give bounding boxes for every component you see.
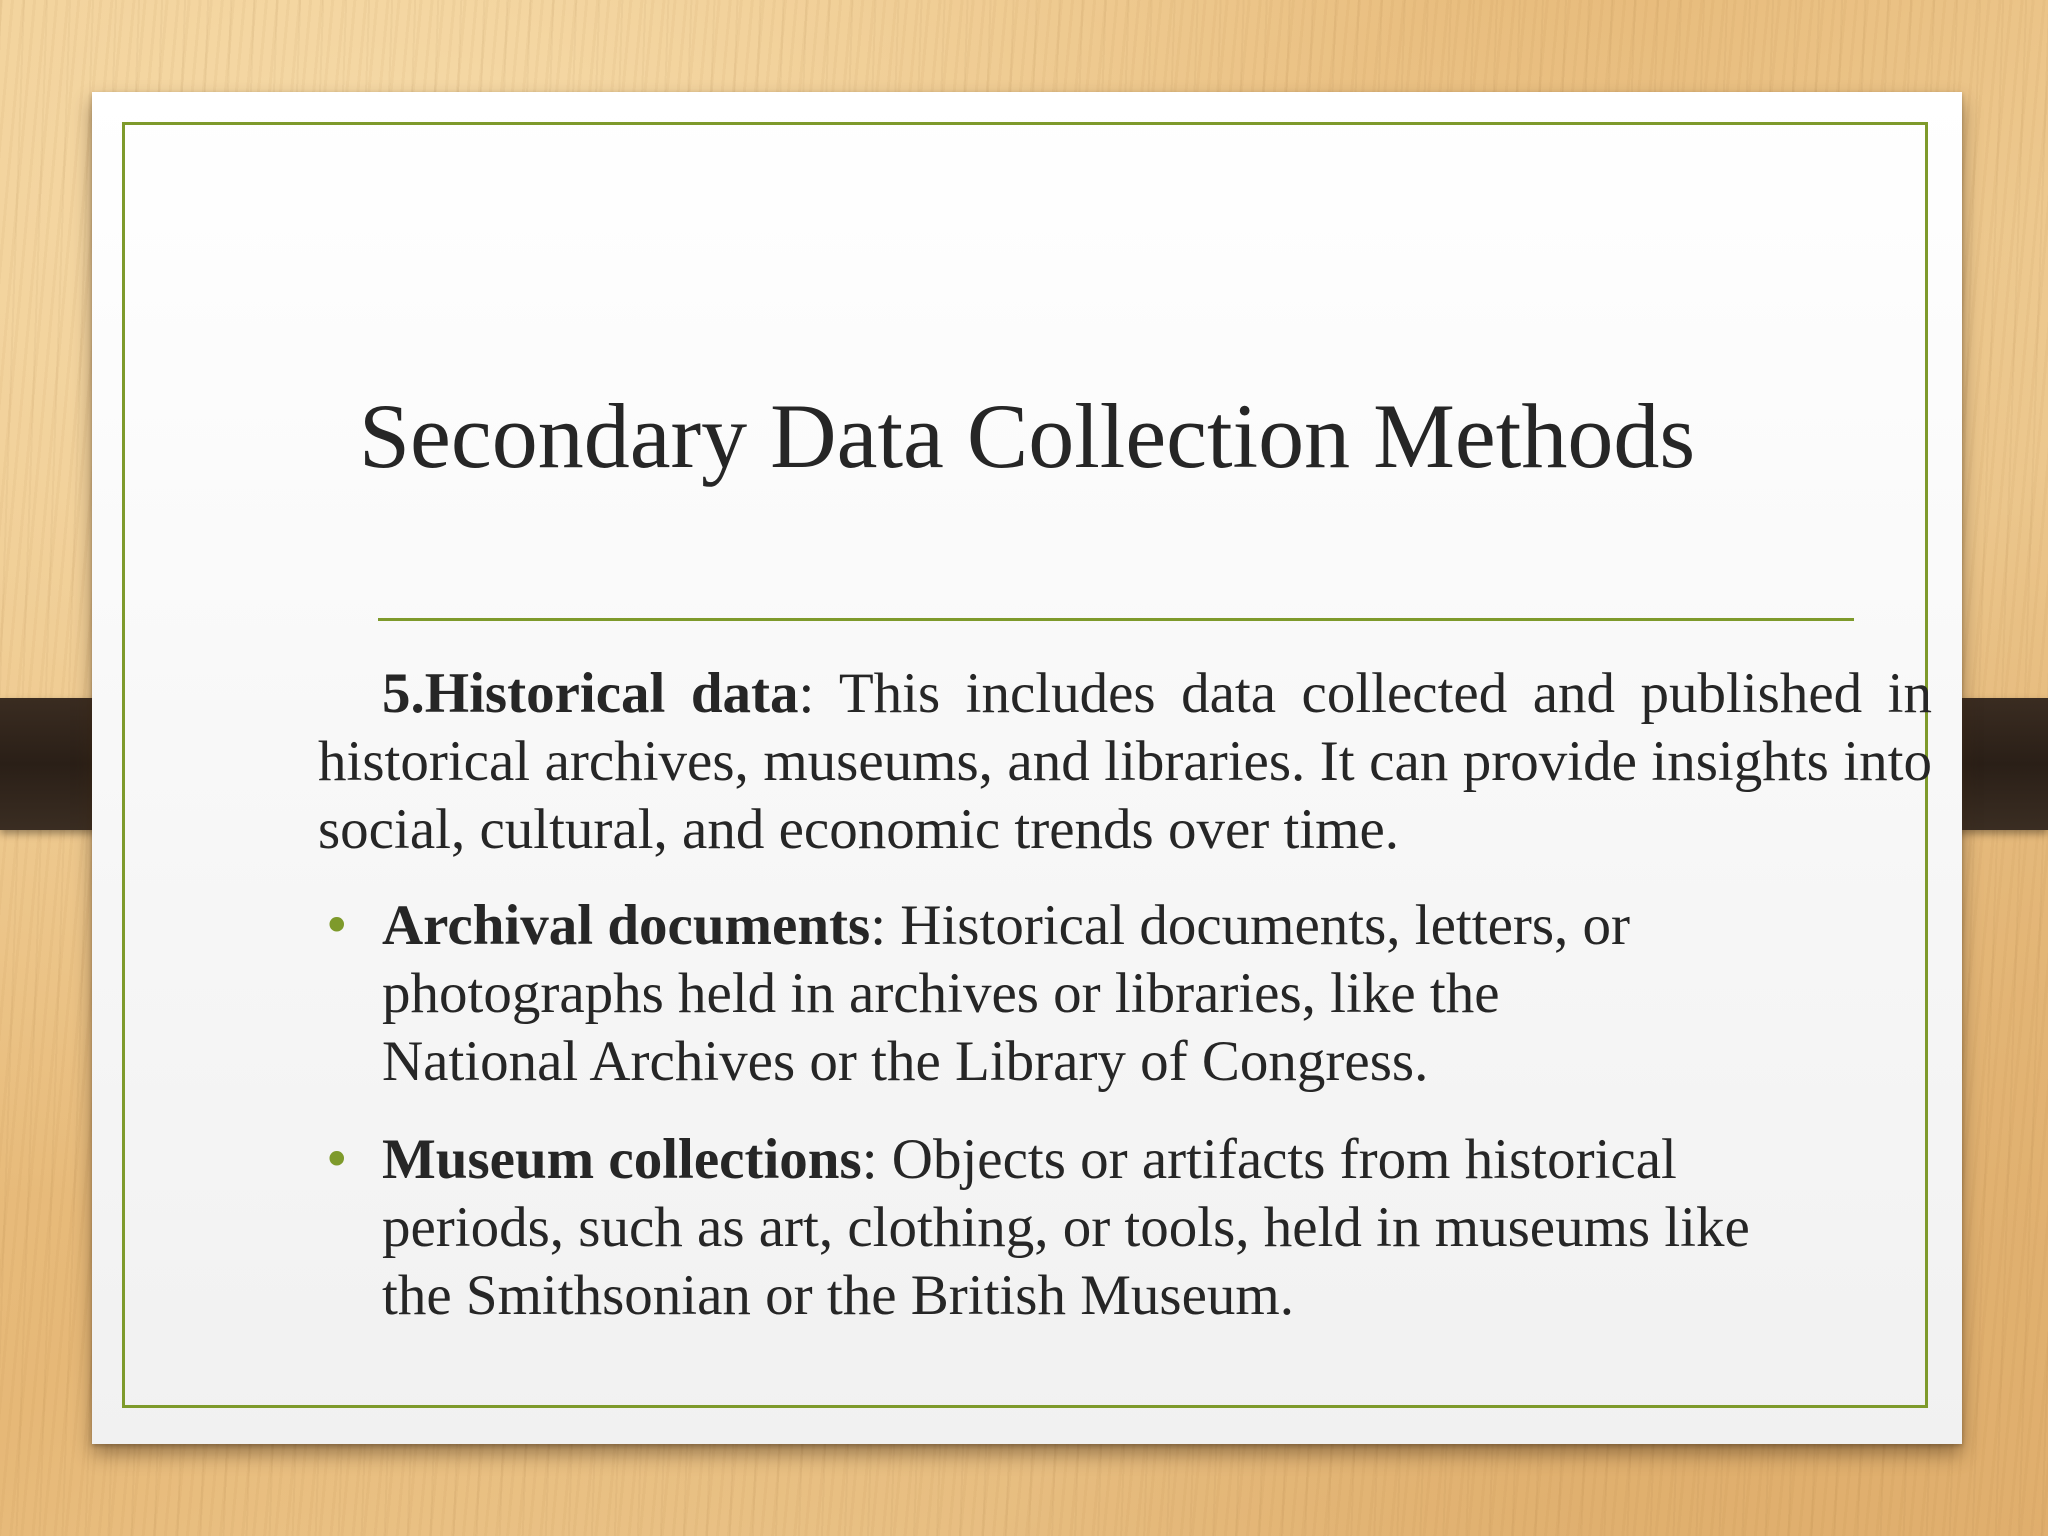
bullet-line: National Archives or the Library of Congress. bbox=[382, 1030, 1429, 1093]
bullet-term: Museum collections bbox=[382, 1128, 862, 1191]
bullet-line bbox=[382, 1126, 1908, 1194]
bullet-line bbox=[382, 892, 1908, 960]
bullet-separator: : bbox=[870, 894, 887, 957]
bullet-text: Objects or artifacts from historical bbox=[877, 1128, 1677, 1191]
bullet-list bbox=[318, 892, 1908, 1360]
intro-text: This includes data collected and published in historical archives, museums, and libraries. It can provide insights into social, cultural, and economic trends over time. bbox=[318, 662, 1932, 861]
bullet-term: Archival documents bbox=[382, 894, 871, 957]
intro-separator: : bbox=[798, 662, 815, 725]
intro-paragraph bbox=[318, 660, 1932, 864]
bullet-line: periods, such as art, clothing, or tools, held in museums like bbox=[382, 1196, 1750, 1259]
bullet-separator: : bbox=[861, 1128, 878, 1191]
bullet-text: Historical documents, letters, or bbox=[886, 894, 1631, 957]
slide-title: Secondary Data Collection Methods bbox=[358, 385, 1696, 487]
bullet-item-archival-documents bbox=[318, 892, 1908, 1096]
bullet-dot-icon: • bbox=[322, 1131, 352, 1189]
bullet-item-museum-collections bbox=[318, 1126, 1908, 1330]
slide-card bbox=[92, 92, 1962, 1444]
title-divider bbox=[378, 618, 1854, 621]
bullet-dot-icon: • bbox=[322, 897, 352, 955]
intro-heading: 5.Historical data bbox=[382, 662, 799, 725]
bullet-line: photographs held in archives or libraries, like the bbox=[382, 962, 1500, 1025]
bullet-line: the Smithsonian or the British Museum. bbox=[382, 1264, 1294, 1327]
